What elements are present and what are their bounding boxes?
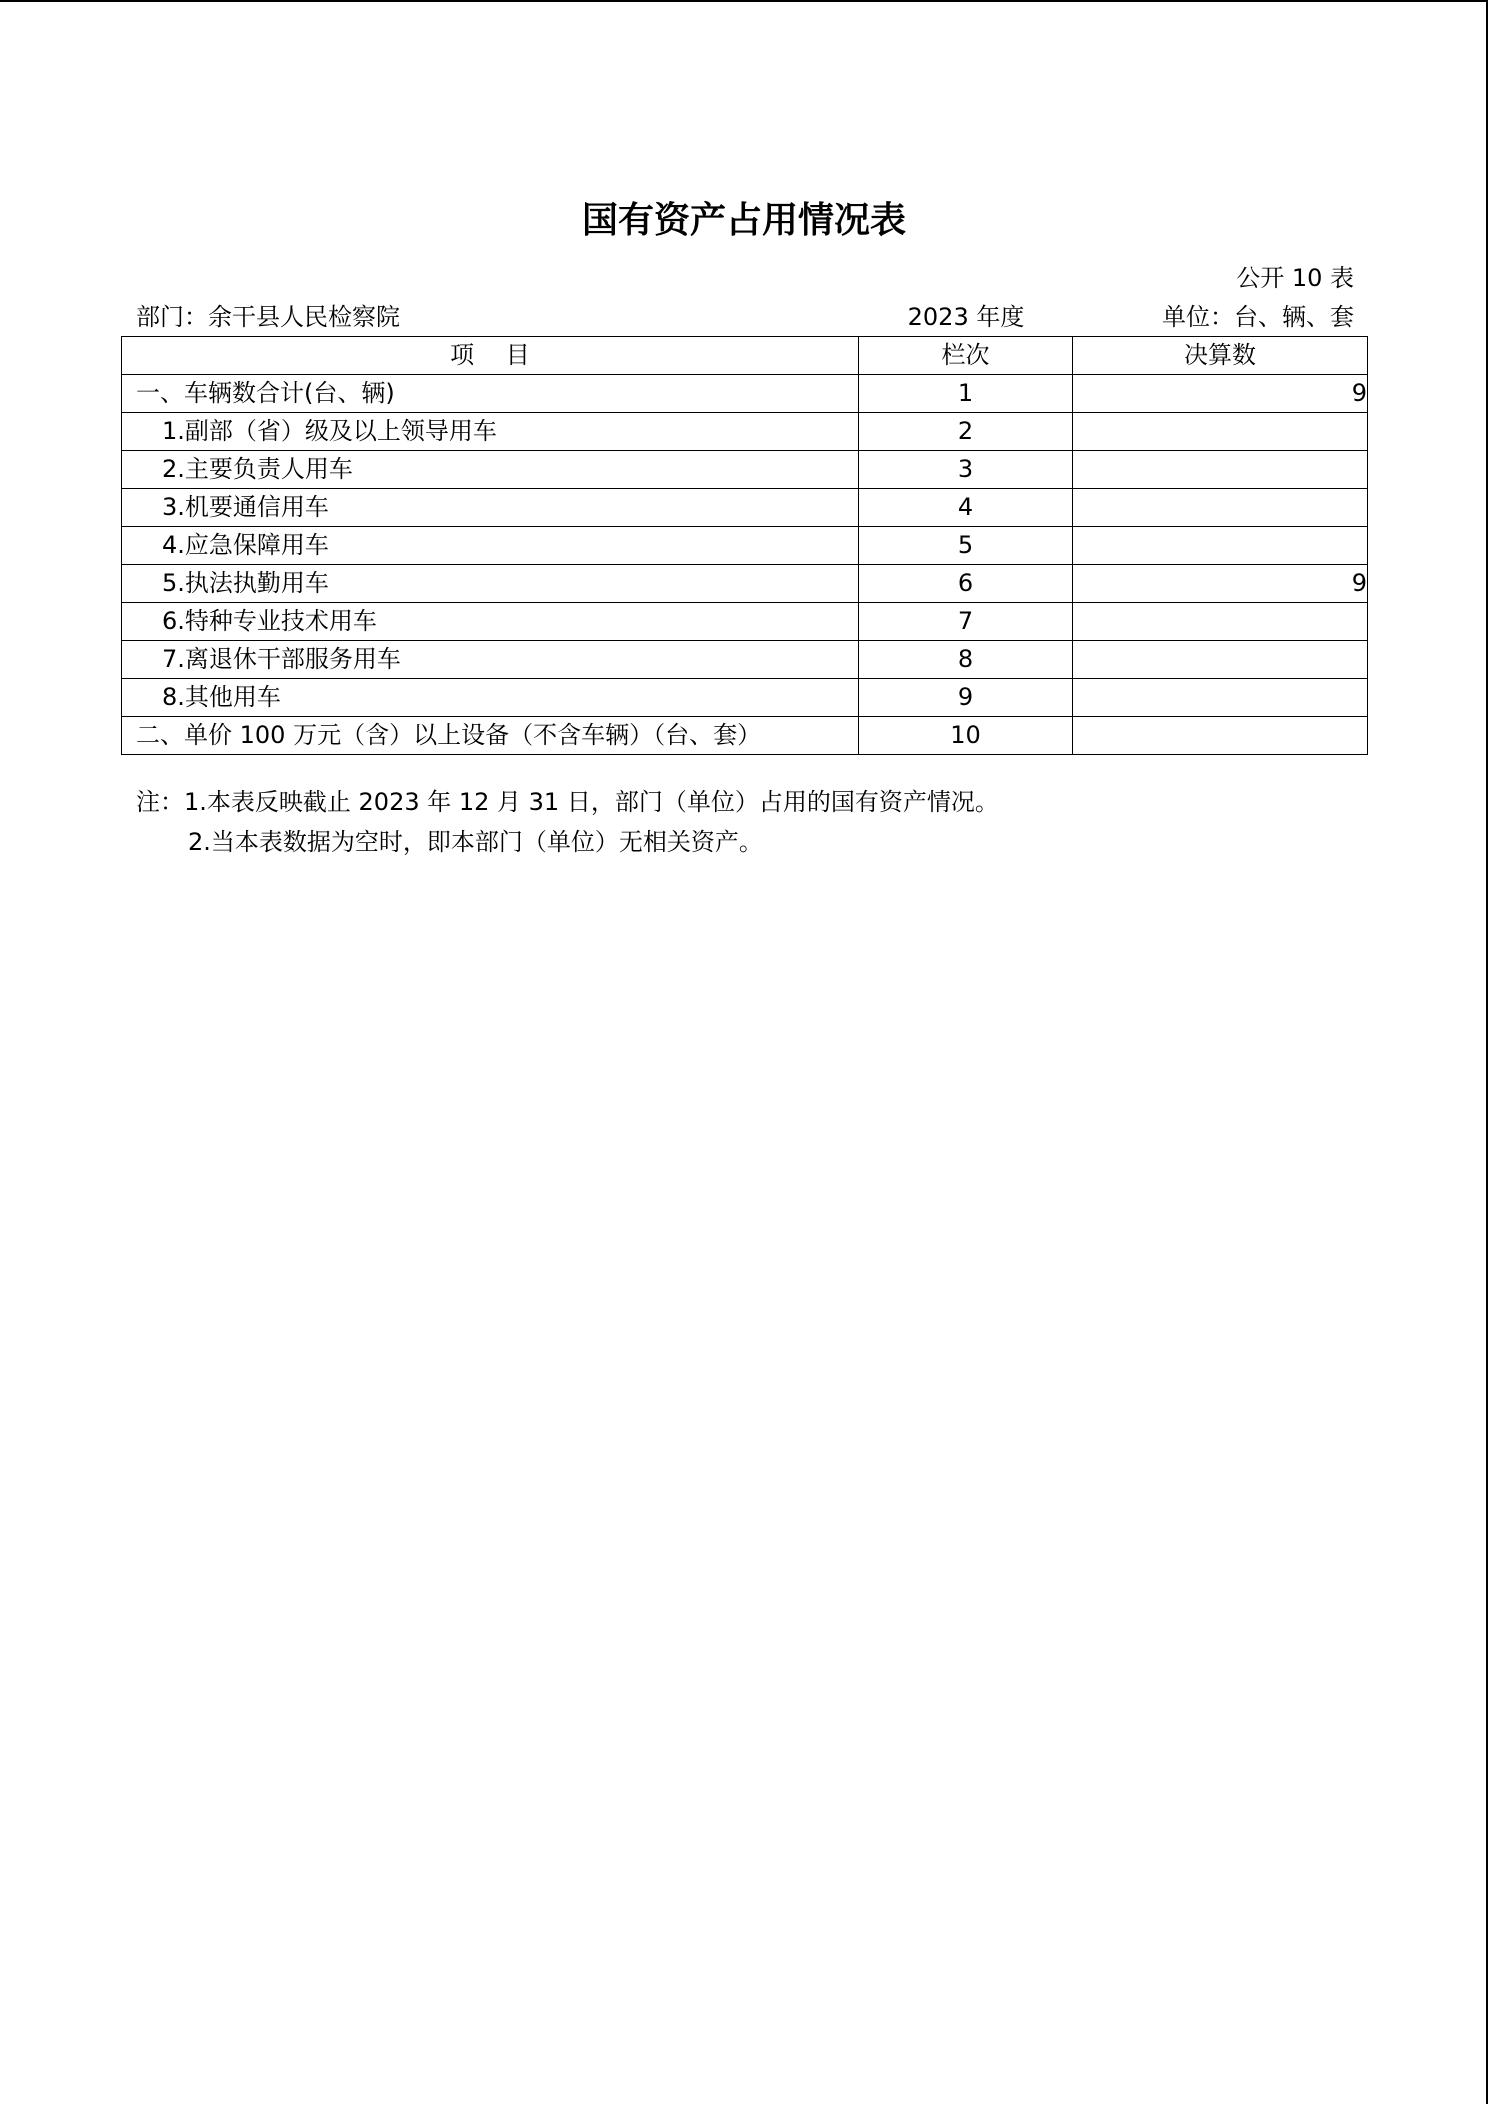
table-header-row <box>122 337 1368 375</box>
row-seq: 8 <box>859 641 1073 679</box>
table-row <box>122 603 1368 641</box>
row-value <box>1073 603 1368 641</box>
unit-label: 单位：台、辆、套 <box>1162 303 1354 331</box>
asset-table <box>121 336 1368 755</box>
row-item-label: 4.应急保障用车 <box>122 527 859 565</box>
row-item-label: 7.离退休干部服务用车 <box>122 641 859 679</box>
page-top-border <box>0 0 1488 2</box>
table-row <box>122 679 1368 717</box>
table-row <box>122 527 1368 565</box>
header-seq: 栏次 <box>859 337 1073 375</box>
row-seq: 9 <box>859 679 1073 717</box>
table-row <box>122 413 1368 451</box>
department-label: 部门：余干县人民检察院 <box>136 303 400 331</box>
row-value: 9 <box>1073 375 1368 413</box>
row-value <box>1073 527 1368 565</box>
row-item-label: 二、单价 100 万元（含）以上设备（不含车辆）（台、套） <box>122 717 859 755</box>
row-value <box>1073 489 1368 527</box>
row-value <box>1073 413 1368 451</box>
table-code: 公开 10 表 <box>1236 264 1354 292</box>
row-item-label: 6.特种专业技术用车 <box>122 603 859 641</box>
note-1: 注：1.本表反映截止 2023 年 12 月 31 日，部门（单位）占用的国有资产情况。 <box>136 788 999 816</box>
row-seq: 5 <box>859 527 1073 565</box>
row-seq: 10 <box>859 717 1073 755</box>
row-value: 9 <box>1073 565 1368 603</box>
row-item-label: 一、车辆数合计(台、辆) <box>122 375 859 413</box>
page-title: 国有资产占用情况表 <box>581 200 906 241</box>
row-seq: 3 <box>859 451 1073 489</box>
header-item: 项 目 <box>122 337 859 375</box>
row-seq: 1 <box>859 375 1073 413</box>
table-row <box>122 565 1368 603</box>
header-value: 决算数 <box>1073 337 1368 375</box>
year-label: 2023 年度 <box>907 303 1025 331</box>
row-item-label: 5.执法执勤用车 <box>122 565 859 603</box>
note-2: 2.当本表数据为空时，即本部门（单位）无相关资产。 <box>188 828 763 856</box>
table-row <box>122 451 1368 489</box>
row-seq: 7 <box>859 603 1073 641</box>
table-row <box>122 717 1368 755</box>
table-row <box>122 489 1368 527</box>
row-value <box>1073 641 1368 679</box>
row-item-label: 3.机要通信用车 <box>122 489 859 527</box>
row-item-label: 8.其他用车 <box>122 679 859 717</box>
row-seq: 2 <box>859 413 1073 451</box>
row-seq: 6 <box>859 565 1073 603</box>
row-item-label: 1.副部（省）级及以上领导用车 <box>122 413 859 451</box>
table-row <box>122 375 1368 413</box>
table-body <box>122 375 1368 755</box>
row-value <box>1073 679 1368 717</box>
row-value <box>1073 717 1368 755</box>
table-row <box>122 641 1368 679</box>
row-value <box>1073 451 1368 489</box>
row-item-label: 2.主要负责人用车 <box>122 451 859 489</box>
row-seq: 4 <box>859 489 1073 527</box>
